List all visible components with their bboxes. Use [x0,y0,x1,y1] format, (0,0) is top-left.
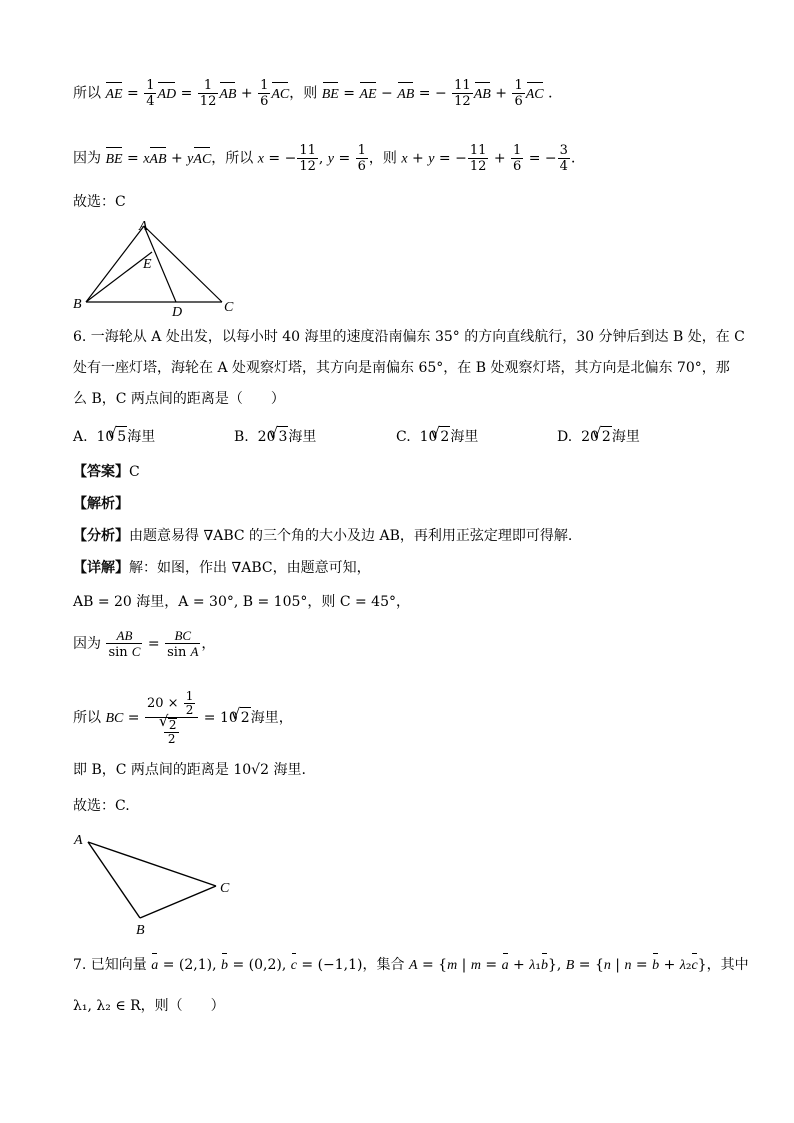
q6-option-b[interactable]: B. 20√ 3海里 [234,426,316,447]
q6-fenxi: 【分析】由题意易得 ∇ABC 的三个角的大小及边 AB，再利用正弦定理即可得解. [73,528,573,544]
label-c: C [224,300,234,315]
label-d: D [172,305,183,318]
label-e: E [143,257,152,272]
q6-xiangjie: 【详解】解：如图，作出 ∇ABC，由题意可知， [73,560,371,576]
segment-ac [88,842,216,886]
q5-answer: 故选：C [73,194,126,210]
label-a: A [74,833,83,848]
label-b: B [73,297,82,312]
q6-bc-calc: 所以 BC = 20 × $\frac{1}{2}$ √ $\frac{2}{2}$ = 10√ 2海里， [73,690,293,746]
q6-option-d[interactable]: D. 20√ 2海里 [557,426,640,447]
q6-option-c[interactable]: C. 10√ 2海里 [396,426,478,447]
q6-answer: 【答案】C [73,464,140,480]
q6-stem-line1: 6. 一海轮从 A 处出发，以每小时 40 海里的速度沿南偏东 35° 的方向直线航行，30 分钟后到达 B 处，在 C [73,329,745,345]
figure-triangle-abc [70,826,250,936]
q5-line2: 因为 BE = xAB + yAC，所以 x = − $\frac{11}{12}$ , y = $\frac{1}{6}$ ，则 x + y = − $\frac{11}{12}$ + $\frac{1}{6}$ = − $\frac{3}{4}$ ． [73,143,585,174]
q6-sine-law: 因为 $\frac{AB}{\text{sin C}}$ = $\frac{BC}{\text{sin A}}$ ， [73,628,216,660]
segment-ab [88,842,140,918]
q6-conclusion: 即 B，C 两点间的距离是 10√2 海里. [73,762,306,778]
segment-bc [140,886,216,918]
q7-line2: λ₁, λ₂ ∈ R，则（ ） [73,998,225,1014]
q7-line1: 7. 已知向量 a = (2,1), b = (0,2), c = (−1,1)，集合 A = {m | m = a + λ₁b}, B = {n | n = b + λ₂c}，其中 [73,955,749,976]
q6-choice: 故选：C. [73,798,130,814]
q5-line1: 所以 AE = $\frac{1}{4}$ AD = $\frac{1}{12}$ AB + $\frac{1}{6}$ AC，则 BE = AE − AB = − $\frac{11}{12}$ AB + $\frac{1}{6}$ AC ． [73,78,563,109]
segment-ac [144,226,222,302]
q6-stem-line2: 处有一座灯塔，海轮在 A 处观察灯塔，其方向是南偏东 65°，在 B 处观察灯塔，其方向是北偏东 70°，那 [73,360,730,376]
q6-given: AB = 20 海里，A = 30°, B = 105°，则 C = 45°， [73,594,410,610]
label-b: B [136,923,145,936]
q6-stem-line3: 么 B，C 两点间的距离是（ ） [73,391,285,407]
label-c: C [220,881,230,896]
figure-triangle-abc-de [70,218,240,318]
q6-analysis-tag: 【解析】 [73,496,129,512]
q6-option-a[interactable]: A. 10√ 5海里 [73,426,155,447]
label-a: A [139,219,148,234]
